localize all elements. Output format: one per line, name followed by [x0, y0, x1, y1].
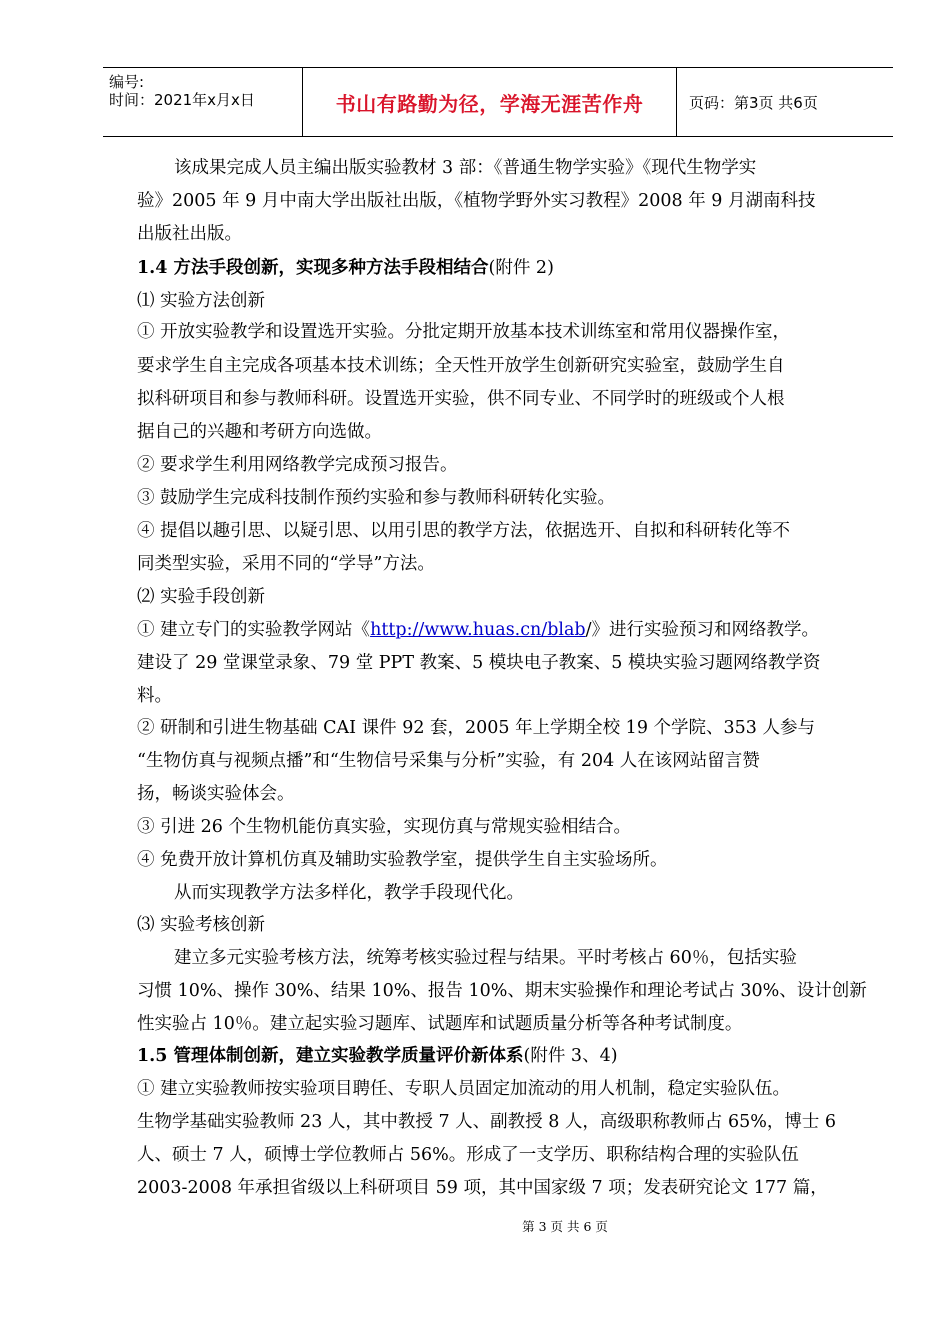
list-item-line: 扬，畅谈实验体会。 [137, 784, 295, 804]
paragraph-line: 该成果完成人员主编出版实验教材 3 部：《普通生物学实验》《现代生物学实 [174, 158, 757, 178]
heading-note: (附件 2) [488, 258, 554, 278]
website-link[interactable]: http://www.huas.cn/blab [370, 620, 586, 640]
number-label: 编号: [109, 73, 145, 91]
subsection-heading: ⑶ 实验考核创新 [137, 915, 266, 935]
subsection-heading: ⑵ 实验手段创新 [137, 587, 266, 607]
paragraph-line: 习惯 10%、操作 30%、结果 10%、报告 10%、期末实验操作和理论考试占 30%、设计创新 [137, 981, 867, 1001]
paragraph-line: 性实验占 10％。建立起实验习题库、试题库和试题质量分析等各种考试制度。 [137, 1014, 743, 1034]
list-item: ④ 免费开放计算机仿真及辅助实验教学室，提供学生自主实验场所。 [137, 850, 668, 870]
list-item: ② 要求学生利用网络教学完成预习报告。 [137, 455, 458, 475]
paragraph-line: 验》2005 年 9 月中南大学出版社出版，《植物学野外实习教程》2008 年 9 月湖南科技 [137, 191, 816, 211]
list-item-line: 据自己的兴趣和考研方向选做。 [137, 422, 382, 442]
list-item: ③ 引进 26 个生物机能仿真实验，实现仿真与常规实验相结合。 [137, 817, 631, 837]
list-item-line: 料。 [137, 686, 172, 706]
list-item-line: ① 建立实验教师按实验项目聘任、专职人员固定加流动的用人机制，稳定实验队伍。 [137, 1079, 791, 1099]
summary-line: 从而实现教学方法多样化，教学手段现代化。 [174, 883, 524, 903]
heading-note: (附件 3、4) [523, 1046, 618, 1066]
page-footer [0, 1219, 950, 1235]
list-item-line [137, 619, 819, 641]
footer-page-number: 第 3 页 共 6 页 [522, 1219, 608, 1234]
list-item-line: ④ 提倡以趣引思、以疑引思、以用引思的教学方法，依据选开、自拟和科研转化等不 [137, 521, 791, 541]
heading-title: 1.4 方法手段创新，实现多种方法手段相结合 [137, 258, 489, 278]
page-header [103, 67, 893, 137]
list-item-line: ② 研制和引进生物基础 CAI 课件 92 套，2005 年上学期全校 19 个学院、353 人参与 [137, 718, 815, 738]
paragraph-line: 建立多元实验考核方法，统筹考核实验过程与结果。平时考核占 60％，包括实验 [174, 948, 797, 968]
motto-text: 书山有路勤为径，学海无涯苦作舟 [335, 91, 644, 116]
list-item-line: 要求学生自主完成各项基本技术训练；全天性开放学生创新研究实验室，鼓励学生自 [137, 356, 785, 376]
paragraph-line: 2003-2008 年承担省级以上科研项目 59 项，其中国家级 7 项；发表研究论文 177 篇， [137, 1178, 828, 1198]
paragraph-line: 出版社出版。 [137, 224, 242, 244]
page-code: 页码：第3页 共6页 [689, 93, 818, 112]
list-item-line: “生物仿真与视频点播”和“生物信号采集与分析”实验，有 204 人在该网站留言赞 [137, 751, 760, 771]
time-label: 时间：2021年x月x日 [109, 91, 255, 109]
heading-title: 1.5 管理体制创新，建立实验教学质量评价新体系 [137, 1046, 524, 1066]
list-item-line: 同类型实验，采用不同的“学导”方法。 [137, 554, 435, 574]
list-item-line: ① 开放实验教学和设置选开实验。分批定期开放基本技术训练室和常用仪器操作室， [137, 322, 791, 342]
subsection-heading: ⑴ 实验方法创新 [137, 291, 266, 311]
list-item-line: 拟科研项目和参与教师科研。设置选开实验，供不同专业、不同学时的班级或个人根 [137, 389, 785, 409]
section-heading-1-5 [137, 1045, 618, 1067]
paragraph-line: 生物学基础实验教师 23 人，其中教授 7 人、副教授 8 人，高级职称教师占 65%，博士 6 [137, 1112, 837, 1132]
section-heading-1-4 [137, 257, 554, 279]
list-item-line: 建设了 29 堂课堂录象、79 堂 PPT 教案、5 模块电子教案、5 模块实验习题网络教学资 [137, 653, 821, 673]
text-span: ① 建立专门的实验教学网站《 [137, 620, 371, 640]
header-left-cell [103, 68, 303, 136]
list-item: ③ 鼓励学生完成科技制作预约实验和参与教师科研转化实验。 [137, 488, 616, 508]
text-span: /》进行实验预习和网络教学。 [585, 620, 820, 640]
header-right-cell [677, 68, 893, 136]
header-middle-cell [303, 68, 677, 136]
paragraph-line: 人、硕士 7 人，硕博士学位教师占 56%。形成了一支学历、职称结构合理的实验队伍 [137, 1145, 799, 1165]
